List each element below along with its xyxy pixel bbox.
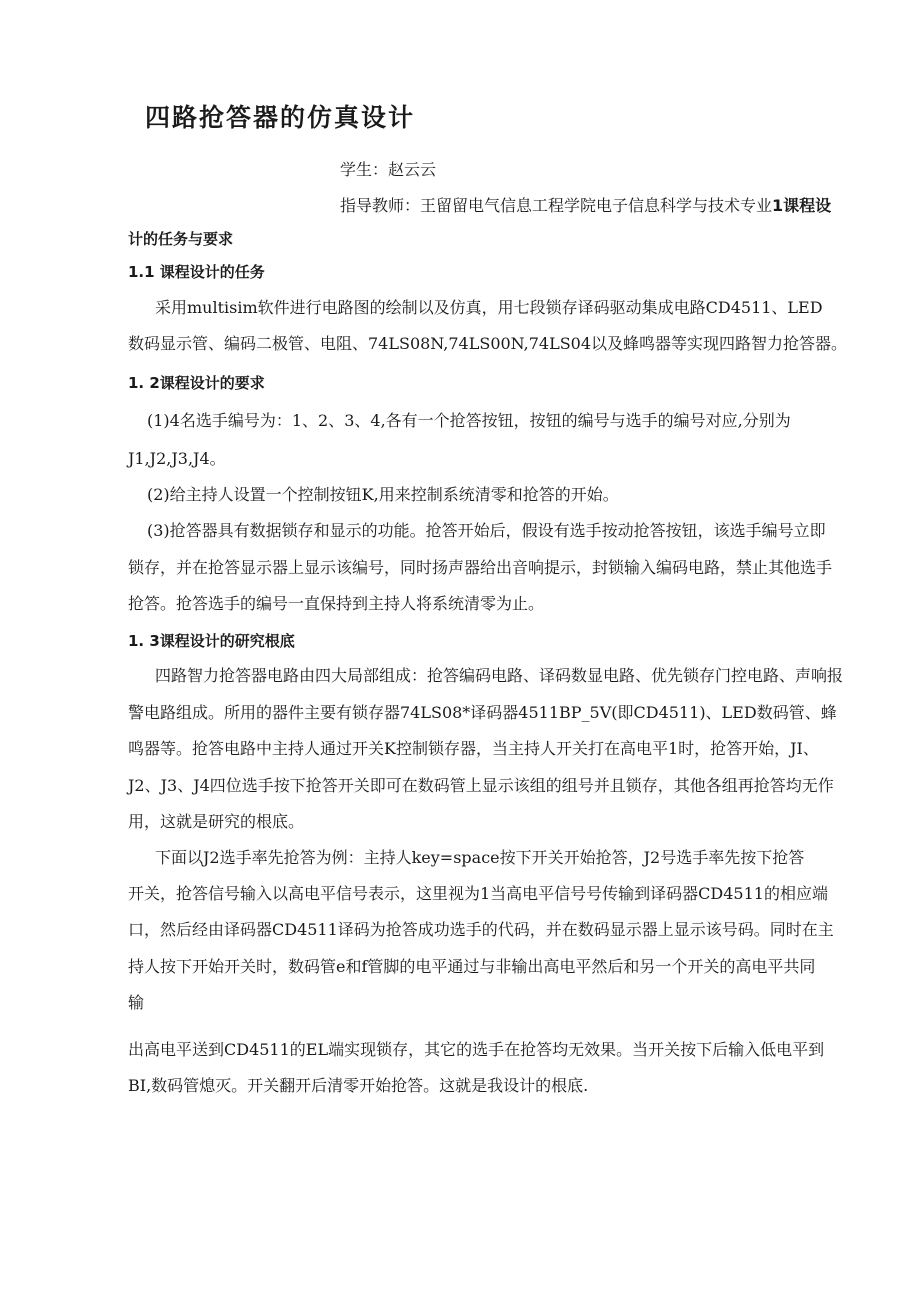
continuation-line: 出高电平送到CD4511的EL端实现锁存，其它的选手在抢答均无效果。当开关按下后输入低电平到 (128, 1040, 825, 1059)
section-1-1-line: 采用multisim软件进行电路图的绘制以及仿真，用七段锁存译码驱动集成电路CD4511、LED (155, 298, 823, 317)
requirement-line: 锁存，并在抢答显示器上显示该编号，同时扬声器给出音响提示，封锁输入编码电路，禁止其他选手 (128, 558, 833, 577)
section-1-1-heading: 1.1 课程设计的任务 (128, 263, 265, 281)
section-1-3-heading: 1. 3课程设计的研究根底 (128, 632, 295, 650)
example-line: 持人按下开始开关时，数码管e和f管脚的电平通过与非输出高电平然后和另一个开关的高电平共同 (128, 957, 816, 976)
example-line: 输 (128, 993, 145, 1012)
research-line: 鸣器等。抢答电路中主持人通过开关K控制锁存器，当主持人开关打在高电平1时，抢答开始，JI、 (128, 739, 819, 758)
requirement-line: 抢答。抢答选手的编号一直保持到主持人将系统清零为止。 (128, 594, 545, 613)
document-title: 四路抢答器的仿真设计 (145, 103, 416, 132)
section-1-2-heading: 1. 2课程设计的要求 (128, 374, 265, 392)
example-line: 下面以J2选手率先抢答为例：主持人key=space按下开关开始抢答，J2号选手率先按下抢答 (155, 848, 805, 867)
section-1-1-line: 数码显示管、编码二极管、电阻、74LS08N,74LS00N,74LS04以及蜂鸣器等实现四路智力抢答器。 (128, 334, 848, 353)
research-line: 用，这就是研究的根底。 (128, 812, 305, 831)
research-line: J2、J3、J4四位选手按下抢答开关即可在数码管上显示该组的组号并且锁存，其他各组再抢答均无作 (128, 776, 834, 795)
student-name: 学生：赵云云 (340, 160, 437, 179)
advisor-text: 指导教师：王留留电气信息工程学院电子信息科学与技术专业 (340, 196, 773, 215)
requirement-line: J1,J2,J3,J4。 (128, 449, 226, 468)
continuation-line: BI,数码管熄灭。开关翻开后清零开始抢答。这就是我设计的根底. (128, 1076, 589, 1095)
requirement-line: (1)4名选手编号为：1、2、3、4,各有一个抢答按钮，按钮的编号与选手的编号对应,分别为 (147, 411, 791, 430)
requirement-line: (3)抢答器具有数据锁存和显示的功能。抢答开始后，假设有选手按动抢答按钮，该选手编号立即 (147, 521, 826, 540)
example-line: 开关，抢答信号输入以高电平信号表示，这里视为1当高电平信号号传输到译码器CD4511的相应端 (128, 884, 828, 903)
research-line: 警电路组成。所用的器件主要有锁存器74LS08*译码器4511BP_5V(即CD4511)、LED数码管、蜂 (128, 703, 837, 722)
chapter1-heading-part1: 1课程设 (772, 196, 832, 215)
advisor-line (340, 196, 831, 216)
research-line: 四路智力抢答器电路由四大局部组成：抢答编码电路、译码数显电路、优先锁存门控电路、声响报 (155, 666, 844, 685)
requirement-line: (2)给主持人设置一个控制按钮K,用来控制系统清零和抢答的开始。 (147, 485, 619, 504)
chapter1-heading-part2: 计的任务与要求 (128, 230, 234, 248)
example-line: 口，然后经由译码器CD4511译码为抢答成功选手的代码，并在数码显示器上显示该号码。同时在主 (128, 920, 834, 939)
